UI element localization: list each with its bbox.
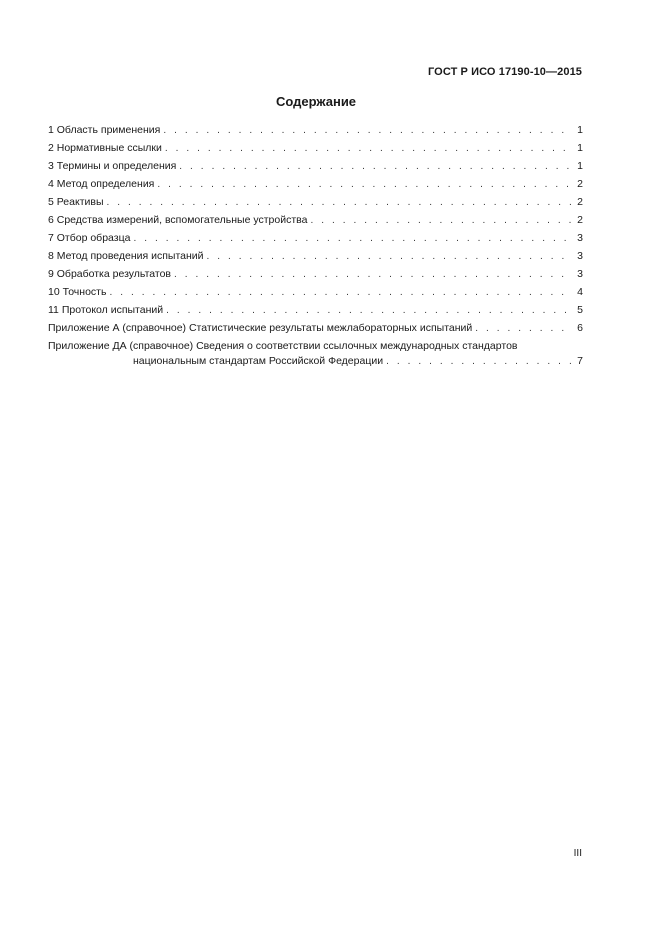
toc-leader-dots bbox=[163, 122, 571, 140]
toc-title: Содержание bbox=[275, 94, 357, 109]
toc-entry-reagents[interactable] bbox=[48, 193, 583, 211]
toc-entry-label-line1: Приложение ДА (справочное) Сведения о соответствии ссылочных международных стандартов bbox=[48, 340, 518, 352]
toc-entry-page: 2 bbox=[577, 178, 583, 190]
toc-entry-page: 3 bbox=[577, 250, 583, 262]
toc-entry-label: 11 Протокол испытаний bbox=[48, 304, 164, 316]
toc-entry-page: 3 bbox=[577, 268, 583, 280]
toc-entry-page: 2 bbox=[577, 214, 583, 226]
toc-entry-page: 4 bbox=[577, 286, 583, 298]
toc-entry-label: 10 Точность bbox=[48, 286, 107, 298]
toc-entry-terms[interactable] bbox=[48, 157, 583, 175]
toc-entry-label: 6 Средства измерений, вспомогательные устройства bbox=[48, 214, 308, 226]
toc-entry-label: 3 Термины и определения bbox=[48, 160, 177, 172]
toc-entry-label: 4 Метод определения bbox=[48, 178, 155, 190]
table-of-contents bbox=[48, 121, 583, 369]
toc-leader-dots bbox=[133, 230, 571, 248]
toc-entry-page: 1 bbox=[577, 124, 583, 136]
toc-entry-test-procedure[interactable] bbox=[48, 247, 583, 265]
toc-leader-dots bbox=[179, 158, 571, 176]
toc-entry-sampling[interactable] bbox=[48, 229, 583, 247]
toc-entry-label: Приложение А (справочное) Статистические результаты межлабораторных испытаний bbox=[48, 322, 473, 334]
toc-entry-label: 7 Отбор образца bbox=[48, 232, 131, 244]
document-id: ГОСТ Р ИСО 17190-10—2015 bbox=[427, 66, 582, 78]
toc-entry-page: 2 bbox=[577, 196, 583, 208]
toc-entry-instruments[interactable] bbox=[48, 211, 583, 229]
toc-entry-label: 1 Область применения bbox=[48, 124, 161, 136]
toc-entry-page: 1 bbox=[577, 142, 583, 154]
toc-leader-dots bbox=[475, 320, 571, 338]
toc-entry-label-line2: национальным стандартам Российской Федерации bbox=[133, 355, 384, 367]
toc-entry-page: 3 bbox=[577, 232, 583, 244]
toc-entry-appendix-da[interactable] bbox=[48, 339, 583, 369]
toc-entry-scope[interactable] bbox=[48, 121, 583, 139]
toc-entry-page: 1 bbox=[577, 160, 583, 172]
toc-entry-page: 6 bbox=[577, 322, 583, 334]
toc-leader-dots bbox=[207, 248, 571, 266]
toc-leader-dots bbox=[386, 354, 571, 369]
toc-entry-test-report[interactable] bbox=[48, 301, 583, 319]
toc-leader-dots bbox=[174, 266, 571, 284]
toc-entry-precision[interactable] bbox=[48, 283, 583, 301]
toc-leader-dots bbox=[109, 284, 571, 302]
toc-leader-dots bbox=[166, 302, 571, 320]
toc-entry-appendix-a[interactable] bbox=[48, 319, 583, 337]
toc-entry-results-processing[interactable] bbox=[48, 265, 583, 283]
toc-entry-label: 5 Реактивы bbox=[48, 196, 104, 208]
toc-entry-page: 7 bbox=[577, 355, 583, 367]
toc-entry-label: 9 Обработка результатов bbox=[48, 268, 171, 280]
toc-entry-label: 8 Метод проведения испытаний bbox=[48, 250, 204, 262]
toc-entry-page: 5 bbox=[577, 304, 583, 316]
toc-leader-dots bbox=[107, 194, 572, 212]
toc-leader-dots bbox=[157, 176, 571, 194]
page-number: III bbox=[573, 848, 582, 859]
toc-entry-label: 2 Нормативные ссылки bbox=[48, 142, 162, 154]
toc-leader-dots bbox=[310, 212, 571, 230]
toc-leader-dots bbox=[165, 140, 571, 158]
toc-entry-normative-references[interactable] bbox=[48, 139, 583, 157]
toc-entry-method[interactable] bbox=[48, 175, 583, 193]
